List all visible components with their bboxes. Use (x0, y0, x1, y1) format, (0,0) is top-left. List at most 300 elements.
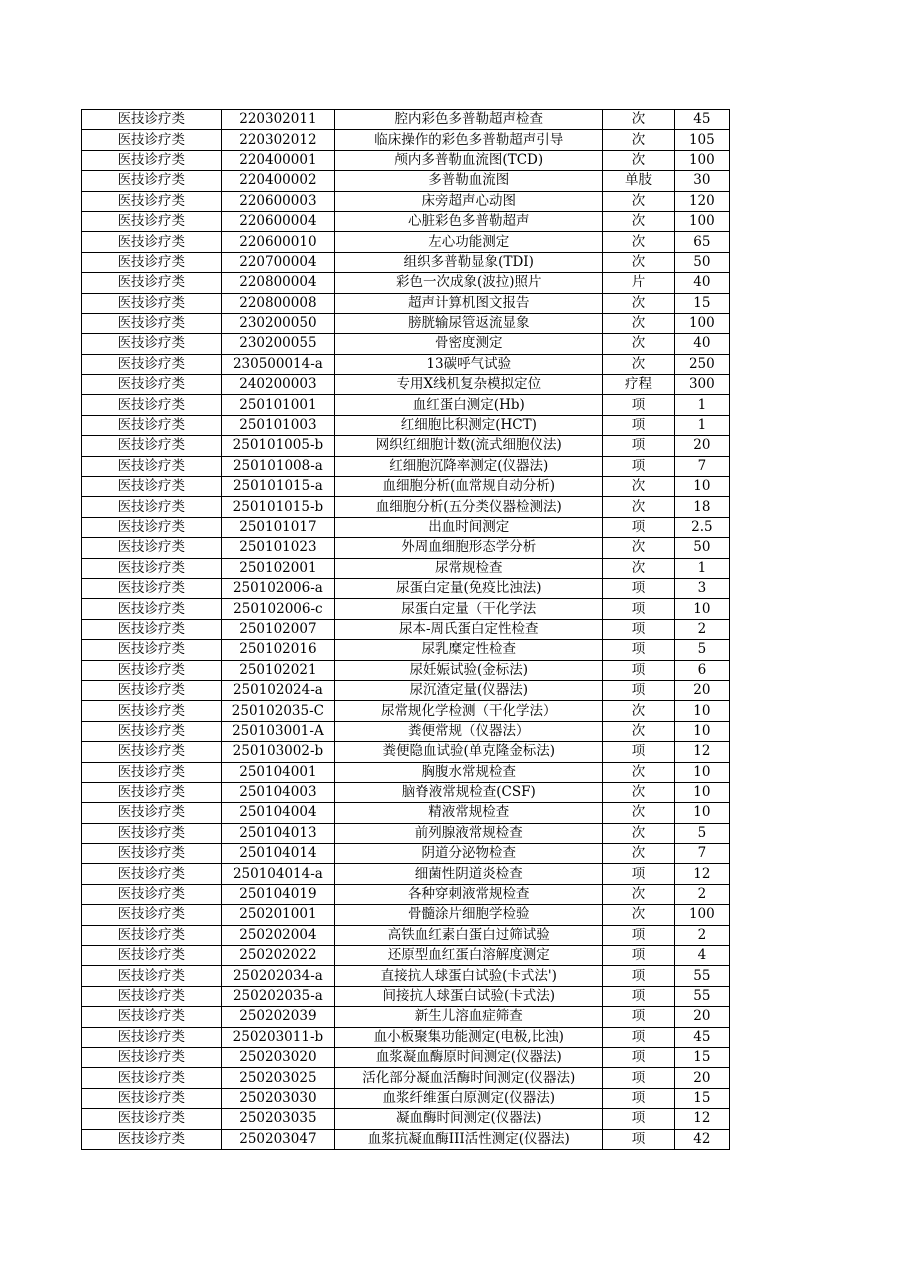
table-row (82, 313, 730, 333)
category-cell: 医技诊疗类 (82, 864, 222, 884)
code-cell: 230200055 (221, 334, 335, 354)
item-name-cell: 还原型血红蛋白溶解度测定 (335, 946, 603, 966)
price-cell: 7 (674, 456, 729, 476)
item-name-cell: 血小板聚集功能测定(电极,比浊) (335, 1027, 603, 1047)
price-cell: 5 (674, 823, 729, 843)
unit-cell: 次 (603, 211, 674, 231)
category-cell: 医技诊疗类 (82, 130, 222, 150)
table-row (82, 130, 730, 150)
code-cell: 230500014-a (221, 354, 335, 374)
category-cell: 医技诊疗类 (82, 415, 222, 435)
unit-cell: 项 (603, 415, 674, 435)
price-cell: 100 (674, 150, 729, 170)
unit-cell: 项 (603, 578, 674, 598)
item-name-cell: 外周血细胞形态学分析 (335, 538, 603, 558)
table-row (82, 1027, 730, 1047)
table-row (82, 395, 730, 415)
price-cell: 15 (674, 293, 729, 313)
price-cell: 65 (674, 232, 729, 252)
code-cell: 250203047 (221, 1129, 335, 1149)
item-name-cell: 多普勒血流图 (335, 171, 603, 191)
category-cell: 医技诊疗类 (82, 742, 222, 762)
item-name-cell: 尿妊娠试验(金标法) (335, 660, 603, 680)
price-cell: 1 (674, 395, 729, 415)
category-cell: 医技诊疗类 (82, 517, 222, 537)
unit-cell: 次 (603, 701, 674, 721)
category-cell: 医技诊疗类 (82, 354, 222, 374)
code-cell: 250102021 (221, 660, 335, 680)
item-name-cell: 尿常规检查 (335, 558, 603, 578)
category-cell: 医技诊疗类 (82, 150, 222, 170)
table-row (82, 701, 730, 721)
item-name-cell: 超声计算机图文报告 (335, 293, 603, 313)
price-cell: 10 (674, 782, 729, 802)
code-cell: 250102035-C (221, 701, 335, 721)
code-cell: 250203035 (221, 1109, 335, 1129)
unit-cell: 次 (603, 884, 674, 904)
item-name-cell: 红细胞比积测定(HCT) (335, 415, 603, 435)
code-cell: 250101003 (221, 415, 335, 435)
code-cell: 250104019 (221, 884, 335, 904)
price-cell: 20 (674, 680, 729, 700)
category-cell: 医技诊疗类 (82, 171, 222, 191)
unit-cell: 次 (603, 538, 674, 558)
code-cell: 250203025 (221, 1068, 335, 1088)
table-row (82, 803, 730, 823)
table-row (82, 966, 730, 986)
table-row (82, 905, 730, 925)
category-cell: 医技诊疗类 (82, 1068, 222, 1088)
price-cell: 12 (674, 864, 729, 884)
code-cell: 250101005-b (221, 436, 335, 456)
code-cell: 250102024-a (221, 680, 335, 700)
unit-cell: 次 (603, 803, 674, 823)
price-cell: 2 (674, 925, 729, 945)
table-row (82, 150, 730, 170)
price-cell: 120 (674, 191, 729, 211)
category-cell: 医技诊疗类 (82, 640, 222, 660)
table-row (82, 864, 730, 884)
category-cell: 医技诊疗类 (82, 1047, 222, 1067)
table-row (82, 293, 730, 313)
table-row (82, 782, 730, 802)
code-cell: 250101008-a (221, 456, 335, 476)
unit-cell: 次 (603, 191, 674, 211)
price-cell: 100 (674, 211, 729, 231)
unit-cell: 次 (603, 558, 674, 578)
code-cell: 250104001 (221, 762, 335, 782)
item-name-cell: 血浆凝血酶原时间测定(仪器法) (335, 1047, 603, 1067)
category-cell: 医技诊疗类 (82, 599, 222, 619)
code-cell: 250104004 (221, 803, 335, 823)
item-name-cell: 粪便隐血试验(单克隆金标法) (335, 742, 603, 762)
item-name-cell: 血细胞分析(五分类仪器检测法) (335, 497, 603, 517)
code-cell: 250102001 (221, 558, 335, 578)
category-cell: 医技诊疗类 (82, 966, 222, 986)
fee-table (81, 109, 730, 1150)
price-cell: 40 (674, 334, 729, 354)
unit-cell: 次 (603, 782, 674, 802)
code-cell: 240200003 (221, 375, 335, 395)
unit-cell: 项 (603, 680, 674, 700)
table-row (82, 477, 730, 497)
item-name-cell: 尿乳糜定性检查 (335, 640, 603, 660)
category-cell: 医技诊疗类 (82, 884, 222, 904)
code-cell: 250102016 (221, 640, 335, 660)
code-cell: 250203020 (221, 1047, 335, 1067)
category-cell: 医技诊疗类 (82, 477, 222, 497)
item-name-cell: 血红蛋白测定(Hb) (335, 395, 603, 415)
item-name-cell: 尿常规化学检测（干化学法） (335, 701, 603, 721)
code-cell: 220800004 (221, 273, 335, 293)
code-cell: 220800008 (221, 293, 335, 313)
table-row (82, 823, 730, 843)
category-cell: 医技诊疗类 (82, 334, 222, 354)
table-row (82, 1068, 730, 1088)
unit-cell: 项 (603, 619, 674, 639)
price-cell: 250 (674, 354, 729, 374)
code-cell: 250202035-a (221, 986, 335, 1006)
table-row (82, 110, 730, 130)
table-row (82, 375, 730, 395)
item-name-cell: 床旁超声心动图 (335, 191, 603, 211)
table-row (82, 660, 730, 680)
item-name-cell: 组织多普勒显象(TDI) (335, 252, 603, 272)
code-cell: 250102006-c (221, 599, 335, 619)
category-cell: 医技诊疗类 (82, 293, 222, 313)
unit-cell: 次 (603, 110, 674, 130)
unit-cell: 项 (603, 946, 674, 966)
item-name-cell: 左心功能测定 (335, 232, 603, 252)
price-cell: 5 (674, 640, 729, 660)
code-cell: 220302011 (221, 110, 335, 130)
unit-cell: 项 (603, 517, 674, 537)
price-cell: 50 (674, 538, 729, 558)
category-cell: 医技诊疗类 (82, 660, 222, 680)
item-name-cell: 颅内多普勒血流图(TCD) (335, 150, 603, 170)
unit-cell: 次 (603, 313, 674, 333)
item-name-cell: 尿蛋白定量（干化学法 (335, 599, 603, 619)
code-cell: 220400001 (221, 150, 335, 170)
unit-cell: 次 (603, 905, 674, 925)
category-cell: 医技诊疗类 (82, 456, 222, 476)
unit-cell: 次 (603, 150, 674, 170)
category-cell: 医技诊疗类 (82, 578, 222, 598)
price-cell: 20 (674, 436, 729, 456)
code-cell: 250101023 (221, 538, 335, 558)
code-cell: 250202022 (221, 946, 335, 966)
unit-cell: 单肢 (603, 171, 674, 191)
price-cell: 12 (674, 742, 729, 762)
price-cell: 18 (674, 497, 729, 517)
code-cell: 220600003 (221, 191, 335, 211)
table-row (82, 884, 730, 904)
table-row (82, 619, 730, 639)
table-row (82, 1129, 730, 1149)
category-cell: 医技诊疗类 (82, 395, 222, 415)
category-cell: 医技诊疗类 (82, 986, 222, 1006)
table-row (82, 946, 730, 966)
item-name-cell: 尿沉渣定量(仪器法) (335, 680, 603, 700)
item-name-cell: 13碳呼气试验 (335, 354, 603, 374)
code-cell: 250203030 (221, 1088, 335, 1108)
category-cell: 医技诊疗类 (82, 680, 222, 700)
code-cell: 250201001 (221, 905, 335, 925)
price-cell: 10 (674, 477, 729, 497)
unit-cell: 项 (603, 1109, 674, 1129)
price-cell: 12 (674, 1109, 729, 1129)
item-name-cell: 骨密度测定 (335, 334, 603, 354)
item-name-cell: 胸腹水常规检查 (335, 762, 603, 782)
price-cell: 10 (674, 803, 729, 823)
unit-cell: 项 (603, 864, 674, 884)
code-cell: 220302012 (221, 130, 335, 150)
price-cell: 1 (674, 415, 729, 435)
table-row (82, 844, 730, 864)
unit-cell: 次 (603, 334, 674, 354)
item-name-cell: 膀胱输尿管返流显象 (335, 313, 603, 333)
price-cell: 20 (674, 1068, 729, 1088)
category-cell: 医技诊疗类 (82, 844, 222, 864)
code-cell: 250104003 (221, 782, 335, 802)
unit-cell: 次 (603, 823, 674, 843)
unit-cell: 次 (603, 477, 674, 497)
table-row (82, 456, 730, 476)
category-cell: 医技诊疗类 (82, 110, 222, 130)
item-name-cell: 粪便常规（仪器法） (335, 721, 603, 741)
item-name-cell: 直接抗人球蛋白试验(卡式法') (335, 966, 603, 986)
unit-cell: 次 (603, 293, 674, 313)
code-cell: 250104014 (221, 844, 335, 864)
unit-cell: 次 (603, 354, 674, 374)
unit-cell: 项 (603, 456, 674, 476)
item-name-cell: 前列腺液常规检查 (335, 823, 603, 843)
code-cell: 250103002-b (221, 742, 335, 762)
unit-cell: 次 (603, 497, 674, 517)
table-row (82, 578, 730, 598)
category-cell: 医技诊疗类 (82, 782, 222, 802)
item-name-cell: 尿蛋白定量(免疫比浊法) (335, 578, 603, 598)
item-name-cell: 心脏彩色多普勒超声 (335, 211, 603, 231)
unit-cell: 项 (603, 986, 674, 1006)
code-cell: 230200050 (221, 313, 335, 333)
price-cell: 105 (674, 130, 729, 150)
item-name-cell: 精液常规检查 (335, 803, 603, 823)
table-row (82, 497, 730, 517)
code-cell: 250101015-b (221, 497, 335, 517)
table-row (82, 354, 730, 374)
table-row (82, 252, 730, 272)
item-name-cell: 新生儿溶血症筛查 (335, 1007, 603, 1027)
category-cell: 医技诊疗类 (82, 619, 222, 639)
category-cell: 医技诊疗类 (82, 232, 222, 252)
unit-cell: 项 (603, 742, 674, 762)
category-cell: 医技诊疗类 (82, 273, 222, 293)
price-cell: 2 (674, 884, 729, 904)
price-cell: 7 (674, 844, 729, 864)
category-cell: 医技诊疗类 (82, 925, 222, 945)
price-cell: 45 (674, 110, 729, 130)
category-cell: 医技诊疗类 (82, 1088, 222, 1108)
fee-table-body (82, 110, 730, 1150)
item-name-cell: 腔内彩色多普勒超声检查 (335, 110, 603, 130)
code-cell: 250104014-a (221, 864, 335, 884)
unit-cell: 次 (603, 721, 674, 741)
table-row (82, 680, 730, 700)
category-cell: 医技诊疗类 (82, 803, 222, 823)
code-cell: 250102007 (221, 619, 335, 639)
price-cell: 6 (674, 660, 729, 680)
price-cell: 3 (674, 578, 729, 598)
unit-cell: 次 (603, 762, 674, 782)
table-row (82, 742, 730, 762)
table-row (82, 273, 730, 293)
category-cell: 医技诊疗类 (82, 211, 222, 231)
code-cell: 250202004 (221, 925, 335, 945)
category-cell: 医技诊疗类 (82, 558, 222, 578)
price-cell: 2 (674, 619, 729, 639)
unit-cell: 项 (603, 1027, 674, 1047)
price-cell: 10 (674, 701, 729, 721)
item-name-cell: 出血时间测定 (335, 517, 603, 537)
category-cell: 医技诊疗类 (82, 823, 222, 843)
code-cell: 250104013 (221, 823, 335, 843)
category-cell: 医技诊疗类 (82, 762, 222, 782)
category-cell: 医技诊疗类 (82, 252, 222, 272)
unit-cell: 项 (603, 925, 674, 945)
category-cell: 医技诊疗类 (82, 497, 222, 517)
category-cell: 医技诊疗类 (82, 313, 222, 333)
code-cell: 250103001-A (221, 721, 335, 741)
price-cell: 40 (674, 273, 729, 293)
item-name-cell: 间接抗人球蛋白试验(卡式法) (335, 986, 603, 1006)
price-cell: 2.5 (674, 517, 729, 537)
unit-cell: 片 (603, 273, 674, 293)
unit-cell: 项 (603, 966, 674, 986)
code-cell: 220600010 (221, 232, 335, 252)
table-row (82, 232, 730, 252)
item-name-cell: 高铁血红素白蛋白过筛试验 (335, 925, 603, 945)
item-name-cell: 血细胞分析(血常规自动分析) (335, 477, 603, 497)
price-cell: 10 (674, 721, 729, 741)
price-cell: 42 (674, 1129, 729, 1149)
unit-cell: 项 (603, 599, 674, 619)
code-cell: 220600004 (221, 211, 335, 231)
unit-cell: 项 (603, 436, 674, 456)
price-cell: 55 (674, 966, 729, 986)
price-cell: 55 (674, 986, 729, 1006)
price-cell: 300 (674, 375, 729, 395)
price-cell: 1 (674, 558, 729, 578)
category-cell: 医技诊疗类 (82, 375, 222, 395)
unit-cell: 项 (603, 1068, 674, 1088)
price-cell: 100 (674, 313, 729, 333)
category-cell: 医技诊疗类 (82, 946, 222, 966)
category-cell: 医技诊疗类 (82, 1129, 222, 1149)
code-cell: 250101017 (221, 517, 335, 537)
code-cell: 220400002 (221, 171, 335, 191)
item-name-cell: 骨髓涂片细胞学检验 (335, 905, 603, 925)
item-name-cell: 活化部分凝血活酶时间测定(仪器法) (335, 1068, 603, 1088)
item-name-cell: 凝血酶时间测定(仪器法) (335, 1109, 603, 1129)
unit-cell: 项 (603, 1129, 674, 1149)
category-cell: 医技诊疗类 (82, 905, 222, 925)
table-row (82, 1088, 730, 1108)
table-row (82, 191, 730, 211)
category-cell: 医技诊疗类 (82, 1007, 222, 1027)
price-cell: 10 (674, 599, 729, 619)
table-row (82, 334, 730, 354)
table-row (82, 211, 730, 231)
category-cell: 医技诊疗类 (82, 1027, 222, 1047)
price-cell: 15 (674, 1088, 729, 1108)
table-row (82, 517, 730, 537)
item-name-cell: 阴道分泌物检查 (335, 844, 603, 864)
category-cell: 医技诊疗类 (82, 701, 222, 721)
unit-cell: 项 (603, 640, 674, 660)
item-name-cell: 临床操作的彩色多普勒超声引导 (335, 130, 603, 150)
item-name-cell: 尿本-周氏蛋白定性检查 (335, 619, 603, 639)
table-row (82, 762, 730, 782)
code-cell: 250202034-a (221, 966, 335, 986)
price-cell: 100 (674, 905, 729, 925)
unit-cell: 项 (603, 660, 674, 680)
table-row (82, 415, 730, 435)
category-cell: 医技诊疗类 (82, 436, 222, 456)
item-name-cell: 各种穿刺液常规检查 (335, 884, 603, 904)
item-name-cell: 网织红细胞计数(流式细胞仪法) (335, 436, 603, 456)
table-row (82, 925, 730, 945)
table-row (82, 721, 730, 741)
code-cell: 250202039 (221, 1007, 335, 1027)
unit-cell: 次 (603, 130, 674, 150)
category-cell: 医技诊疗类 (82, 1109, 222, 1129)
price-cell: 45 (674, 1027, 729, 1047)
code-cell: 250101015-a (221, 477, 335, 497)
price-cell: 4 (674, 946, 729, 966)
item-name-cell: 脑脊液常规检查(CSF) (335, 782, 603, 802)
category-cell: 医技诊疗类 (82, 721, 222, 741)
price-cell: 10 (674, 762, 729, 782)
item-name-cell: 彩色一次成象(波拉)照片 (335, 273, 603, 293)
unit-cell: 次 (603, 844, 674, 864)
table-row (82, 1047, 730, 1067)
unit-cell: 次 (603, 232, 674, 252)
price-cell: 30 (674, 171, 729, 191)
price-cell: 15 (674, 1047, 729, 1067)
unit-cell: 项 (603, 1047, 674, 1067)
table-row (82, 1109, 730, 1129)
table-row (82, 538, 730, 558)
item-name-cell: 血浆纤维蛋白原测定(仪器法) (335, 1088, 603, 1108)
unit-cell: 项 (603, 395, 674, 415)
table-row (82, 986, 730, 1006)
item-name-cell: 细菌性阴道炎检查 (335, 864, 603, 884)
table-row (82, 1007, 730, 1027)
unit-cell: 次 (603, 252, 674, 272)
unit-cell: 疗程 (603, 375, 674, 395)
code-cell: 220700004 (221, 252, 335, 272)
unit-cell: 项 (603, 1088, 674, 1108)
table-row (82, 558, 730, 578)
price-cell: 20 (674, 1007, 729, 1027)
item-name-cell: 血浆抗凝血酶III活性测定(仪器法) (335, 1129, 603, 1149)
table-row (82, 640, 730, 660)
item-name-cell: 专用X线机复杂模拟定位 (335, 375, 603, 395)
category-cell: 医技诊疗类 (82, 191, 222, 211)
table-row (82, 436, 730, 456)
code-cell: 250102006-a (221, 578, 335, 598)
